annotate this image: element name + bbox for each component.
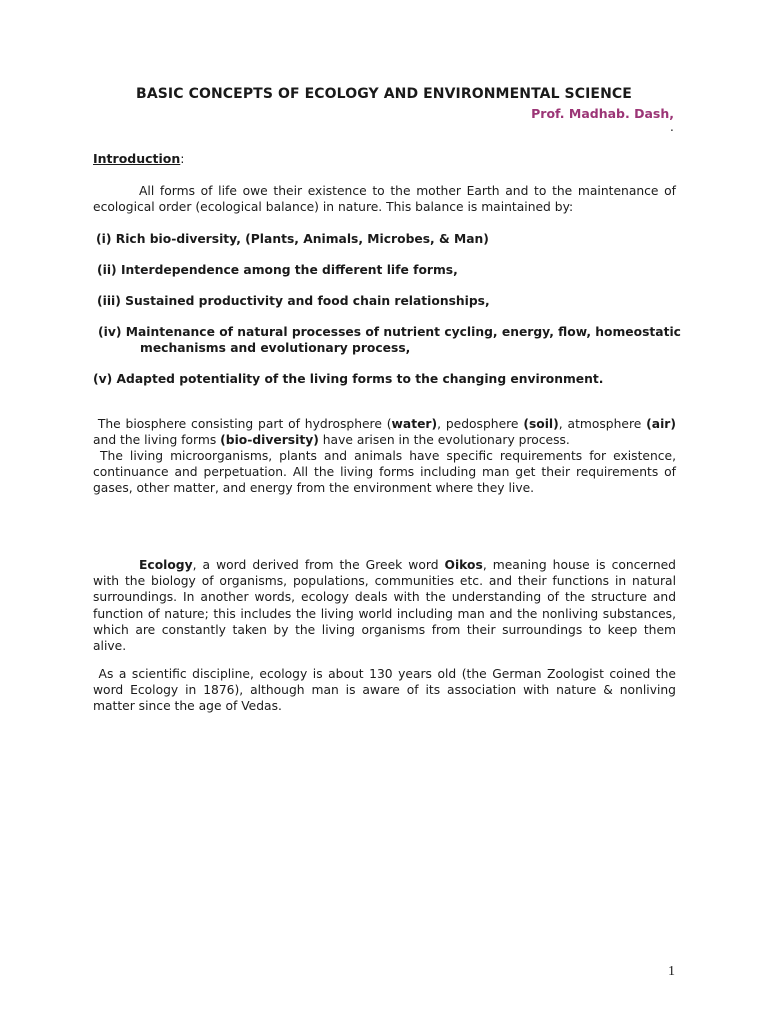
biosphere-paragraph: The biosphere consisting part of hydrosphere (water), pedosphere (soil), atmosphere (air) and the living forms (bio-diversity) have arisen in the evolutionary process.	[93, 417, 676, 448]
list-item: (v) Adapted potentiality of the living forms to the changing environment.	[93, 372, 604, 386]
list-item-continuation: mechanisms and evolutionary process,	[140, 341, 411, 355]
ecology-paragraph: Ecology, a word derived from the Greek word Oikos, meaning house is concerned with the biology of organisms, populations, communities etc. and their functions in natural surroundings. In another words, ecology deals with the understanding of the structure and function of nature; this includes the living world including man and the nonliving substances, which are constantly taken by the living organisms from their surroundings to keep them alive.	[93, 558, 676, 654]
microorganisms-paragraph: The living microorganisms, plants and animals have specific requirements for existence, continuance and perpetuation. All the living forms including man get their requirements of gases, other matter, and energy from the environment where they live.	[93, 449, 676, 496]
page-number: 1	[668, 964, 675, 979]
section-heading-colon: :	[180, 151, 185, 166]
list-item: (ii) Interdependence among the different life forms,	[97, 263, 458, 277]
section-heading	[93, 151, 185, 166]
author-trailing-dot: .	[670, 120, 674, 134]
author-name: Prof. Madhab. Dash,	[531, 106, 674, 121]
document-title: BASIC CONCEPTS OF ECOLOGY AND ENVIRONMENTAL SCIENCE	[136, 86, 632, 102]
discipline-paragraph: As a scientific discipline, ecology is about 130 years old (the German Zoologist coined the word Ecology in 1876), although man is aware of its association with nature & nonliving matter since the age of Vedas.	[93, 667, 676, 714]
section-heading-text: Introduction	[93, 151, 181, 166]
list-item: (iii) Sustained productivity and food chain relationships,	[97, 294, 490, 308]
intro-paragraph: All forms of life owe their existence to the mother Earth and to the maintenance of ecological order (ecological balance) in nature. This balance is maintained by:	[93, 184, 676, 215]
list-item: (i) Rich bio-diversity, (Plants, Animals, Microbes, & Man)	[96, 232, 489, 246]
list-item: (iv) Maintenance of natural processes of nutrient cycling, energy, flow, homeostatic	[98, 325, 681, 339]
